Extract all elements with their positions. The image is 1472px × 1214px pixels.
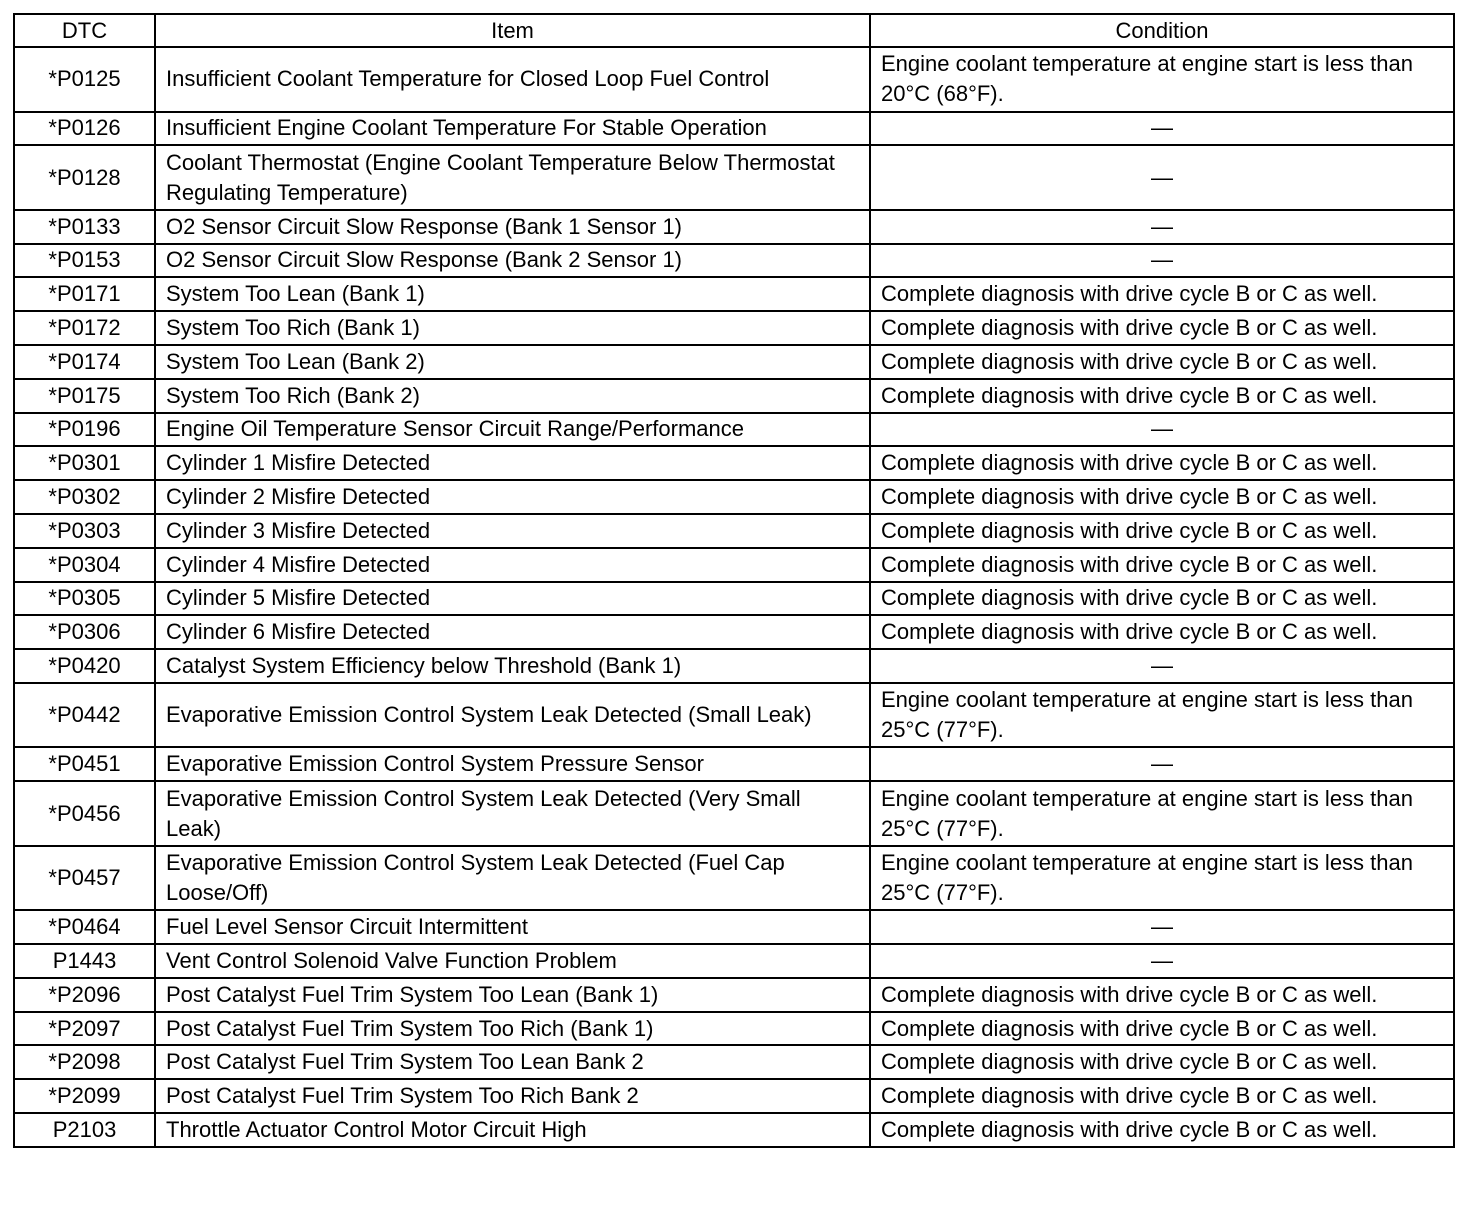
table-row — [14, 514, 1454, 548]
dtc-cell: *P0126 — [14, 112, 155, 146]
dtc-cell: *P0442 — [14, 683, 155, 748]
condition-cell: Complete diagnosis with drive cycle B or C as well. — [870, 582, 1454, 616]
dtc-cell: *P0172 — [14, 311, 155, 345]
table-row — [14, 1012, 1454, 1046]
table-row — [14, 145, 1454, 210]
table-row — [14, 446, 1454, 480]
dtc-cell: *P0174 — [14, 345, 155, 379]
item-cell: Evaporative Emission Control System Leak Detected (Fuel Cap Loose/Off) — [155, 846, 870, 911]
dtc-cell: *P2097 — [14, 1012, 155, 1046]
table-row — [14, 47, 1454, 112]
item-cell: Engine Oil Temperature Sensor Circuit Range/Performance — [155, 413, 870, 447]
item-cell: System Too Lean (Bank 2) — [155, 345, 870, 379]
table-row — [14, 649, 1454, 683]
condition-cell: — — [870, 244, 1454, 278]
table-row — [14, 1113, 1454, 1147]
item-cell: System Too Rich (Bank 2) — [155, 379, 870, 413]
dtc-cell: *P0133 — [14, 210, 155, 244]
condition-cell: Complete diagnosis with drive cycle B or C as well. — [870, 480, 1454, 514]
header-dtc: DTC — [14, 14, 155, 47]
dtc-cell: *P0456 — [14, 781, 155, 846]
table-row — [14, 379, 1454, 413]
dtc-cell: *P0301 — [14, 446, 155, 480]
item-cell: Cylinder 4 Misfire Detected — [155, 548, 870, 582]
condition-cell: Engine coolant temperature at engine start is less than 25°C (77°F). — [870, 846, 1454, 911]
condition-cell: Complete diagnosis with drive cycle B or C as well. — [870, 277, 1454, 311]
item-cell: Coolant Thermostat (Engine Coolant Temperature Below Thermostat Regulating Temperature) — [155, 145, 870, 210]
item-cell: Cylinder 1 Misfire Detected — [155, 446, 870, 480]
condition-cell: — — [870, 413, 1454, 447]
table-row — [14, 781, 1454, 846]
condition-cell: — — [870, 112, 1454, 146]
dtc-cell: P2103 — [14, 1113, 155, 1147]
item-cell: Post Catalyst Fuel Trim System Too Rich Bank 2 — [155, 1079, 870, 1113]
condition-cell: Complete diagnosis with drive cycle B or C as well. — [870, 1045, 1454, 1079]
condition-cell: Engine coolant temperature at engine start is less than 25°C (77°F). — [870, 683, 1454, 748]
table-row — [14, 277, 1454, 311]
table-row — [14, 910, 1454, 944]
dtc-cell: P1443 — [14, 944, 155, 978]
table-row — [14, 944, 1454, 978]
condition-cell: — — [870, 944, 1454, 978]
table-row — [14, 548, 1454, 582]
table-row — [14, 747, 1454, 781]
table-row — [14, 582, 1454, 616]
item-cell: Post Catalyst Fuel Trim System Too Lean Bank 2 — [155, 1045, 870, 1079]
dtc-table — [13, 13, 1455, 1148]
table-row — [14, 112, 1454, 146]
dtc-cell: *P0175 — [14, 379, 155, 413]
dtc-cell: *P2099 — [14, 1079, 155, 1113]
item-cell: O2 Sensor Circuit Slow Response (Bank 2 Sensor 1) — [155, 244, 870, 278]
dtc-cell: *P0128 — [14, 145, 155, 210]
table-row — [14, 683, 1454, 748]
item-cell: Evaporative Emission Control System Leak Detected (Very Small Leak) — [155, 781, 870, 846]
condition-cell: Complete diagnosis with drive cycle B or C as well. — [870, 1012, 1454, 1046]
dtc-cell: *P0196 — [14, 413, 155, 447]
condition-cell: Complete diagnosis with drive cycle B or C as well. — [870, 1079, 1454, 1113]
table-row — [14, 978, 1454, 1012]
table-row — [14, 210, 1454, 244]
item-cell: Cylinder 3 Misfire Detected — [155, 514, 870, 548]
item-cell: Cylinder 2 Misfire Detected — [155, 480, 870, 514]
condition-cell: — — [870, 910, 1454, 944]
dtc-cell: *P0303 — [14, 514, 155, 548]
header-condition: Condition — [870, 14, 1454, 47]
condition-cell: Complete diagnosis with drive cycle B or C as well. — [870, 379, 1454, 413]
item-cell: System Too Rich (Bank 1) — [155, 311, 870, 345]
dtc-cell: *P0420 — [14, 649, 155, 683]
item-cell: Throttle Actuator Control Motor Circuit High — [155, 1113, 870, 1147]
item-cell: Insufficient Engine Coolant Temperature For Stable Operation — [155, 112, 870, 146]
table-row — [14, 345, 1454, 379]
dtc-cell: *P0302 — [14, 480, 155, 514]
condition-cell: Complete diagnosis with drive cycle B or C as well. — [870, 1113, 1454, 1147]
table-header-row — [14, 14, 1454, 47]
dtc-cell: *P0305 — [14, 582, 155, 616]
condition-cell: — — [870, 210, 1454, 244]
table-row — [14, 1079, 1454, 1113]
condition-cell: Complete diagnosis with drive cycle B or C as well. — [870, 345, 1454, 379]
dtc-cell: *P2098 — [14, 1045, 155, 1079]
table-row — [14, 480, 1454, 514]
condition-cell: Complete diagnosis with drive cycle B or C as well. — [870, 615, 1454, 649]
condition-cell: Engine coolant temperature at engine start is less than 25°C (77°F). — [870, 781, 1454, 846]
table-row — [14, 311, 1454, 345]
item-cell: Catalyst System Efficiency below Threshold (Bank 1) — [155, 649, 870, 683]
item-cell: O2 Sensor Circuit Slow Response (Bank 1 Sensor 1) — [155, 210, 870, 244]
table-row — [14, 615, 1454, 649]
item-cell: Vent Control Solenoid Valve Function Problem — [155, 944, 870, 978]
item-cell: Post Catalyst Fuel Trim System Too Lean (Bank 1) — [155, 978, 870, 1012]
item-cell: Post Catalyst Fuel Trim System Too Rich (Bank 1) — [155, 1012, 870, 1046]
dtc-cell: *P0457 — [14, 846, 155, 911]
dtc-cell: *P0125 — [14, 47, 155, 112]
table-row — [14, 1045, 1454, 1079]
condition-cell: — — [870, 649, 1454, 683]
condition-cell: Complete diagnosis with drive cycle B or C as well. — [870, 514, 1454, 548]
condition-cell: Complete diagnosis with drive cycle B or C as well. — [870, 311, 1454, 345]
item-cell: Fuel Level Sensor Circuit Intermittent — [155, 910, 870, 944]
condition-cell: Engine coolant temperature at engine start is less than 20°C (68°F). — [870, 47, 1454, 112]
dtc-cell: *P0153 — [14, 244, 155, 278]
dtc-cell: *P0306 — [14, 615, 155, 649]
dtc-cell: *P0464 — [14, 910, 155, 944]
condition-cell: — — [870, 145, 1454, 210]
condition-cell: — — [870, 747, 1454, 781]
table-row — [14, 244, 1454, 278]
item-cell: Cylinder 6 Misfire Detected — [155, 615, 870, 649]
dtc-cell: *P0451 — [14, 747, 155, 781]
table-row — [14, 413, 1454, 447]
item-cell: Cylinder 5 Misfire Detected — [155, 582, 870, 616]
item-cell: Insufficient Coolant Temperature for Closed Loop Fuel Control — [155, 47, 870, 112]
item-cell: Evaporative Emission Control System Pressure Sensor — [155, 747, 870, 781]
condition-cell: Complete diagnosis with drive cycle B or C as well. — [870, 548, 1454, 582]
condition-cell: Complete diagnosis with drive cycle B or C as well. — [870, 446, 1454, 480]
dtc-cell: *P2096 — [14, 978, 155, 1012]
header-item: Item — [155, 14, 870, 47]
condition-cell: Complete diagnosis with drive cycle B or C as well. — [870, 978, 1454, 1012]
table-row — [14, 846, 1454, 911]
dtc-cell: *P0171 — [14, 277, 155, 311]
item-cell: Evaporative Emission Control System Leak Detected (Small Leak) — [155, 683, 870, 748]
dtc-cell: *P0304 — [14, 548, 155, 582]
item-cell: System Too Lean (Bank 1) — [155, 277, 870, 311]
